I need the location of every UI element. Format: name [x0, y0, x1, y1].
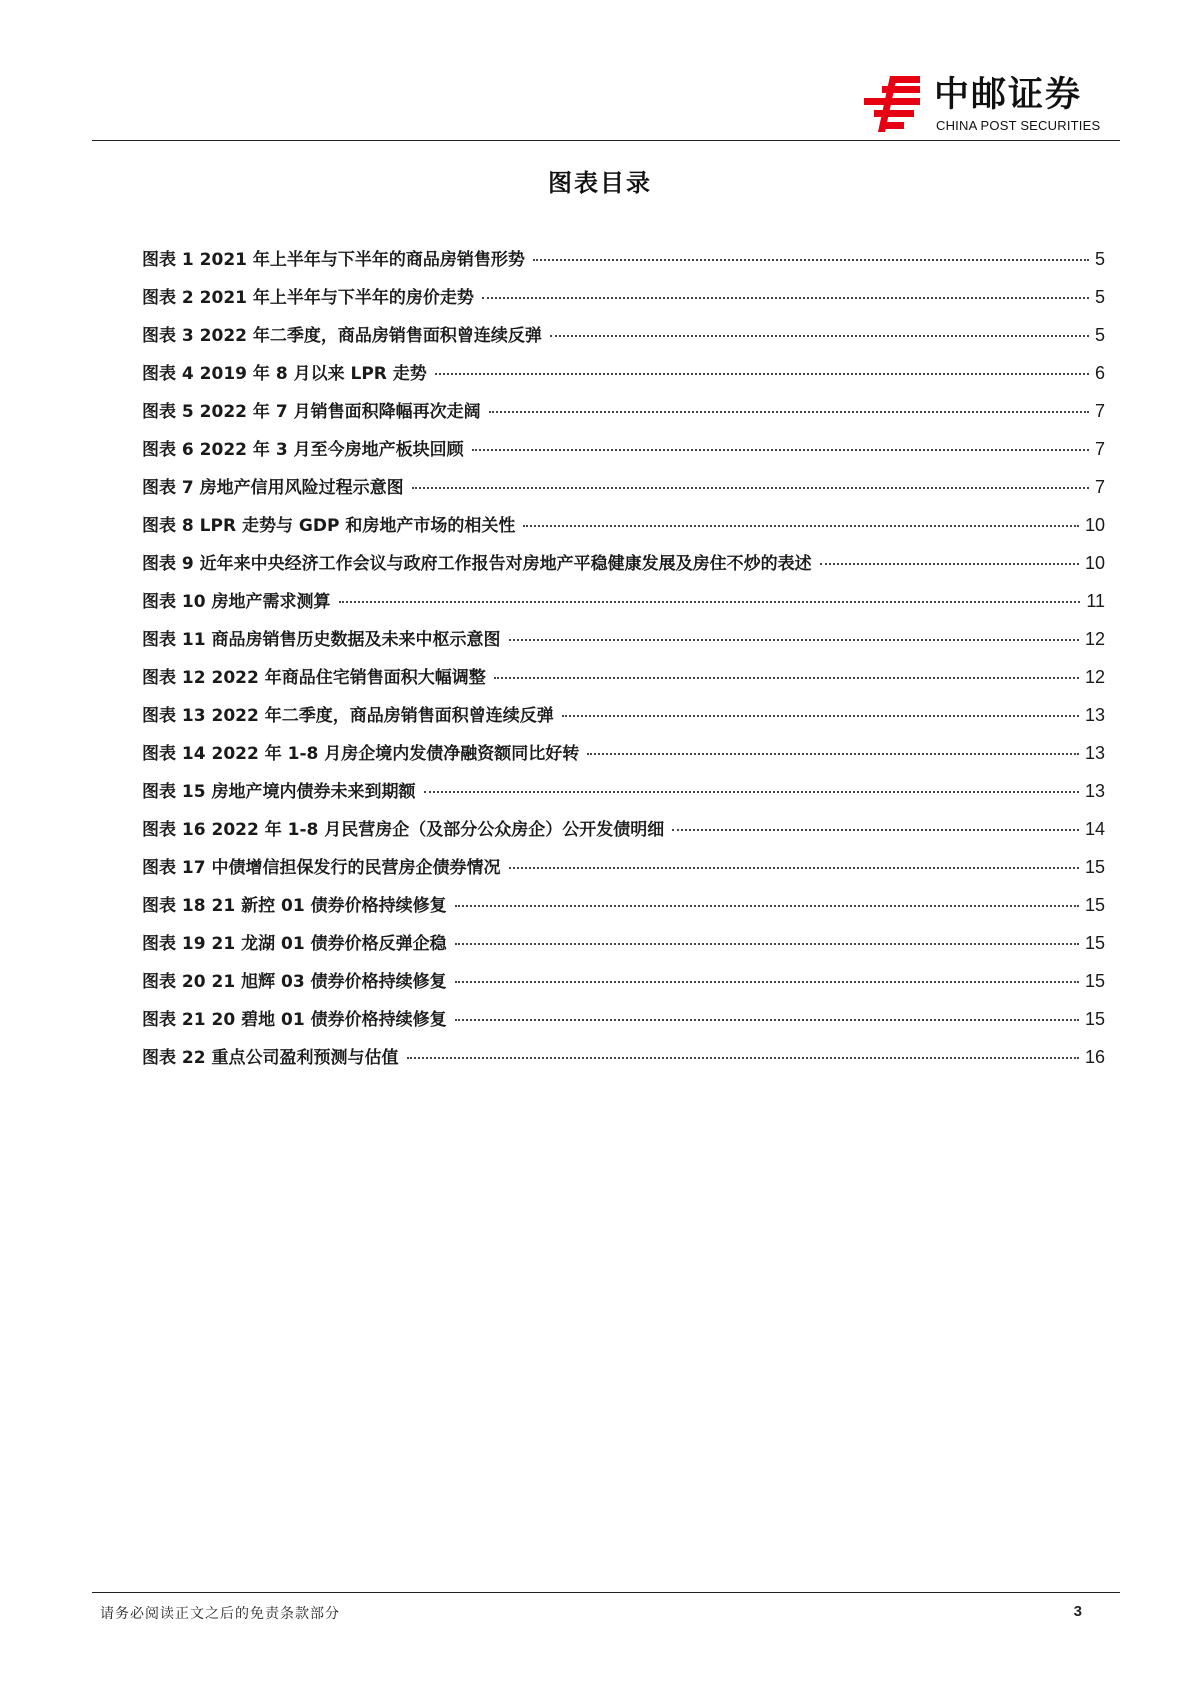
- toc-entry-label[interactable]: 图表 13 2022 年二季度，商品房销售面积曾连续反弹: [142, 706, 554, 726]
- toc-dot-leader: [455, 943, 1079, 945]
- toc-entry[interactable]: [142, 360, 1105, 398]
- toc-dot-leader: [407, 1057, 1079, 1059]
- toc-entry-label[interactable]: 图表 3 2022 年二季度，商品房销售面积曾连续反弹: [142, 326, 542, 346]
- toc-entry-page[interactable]: 16: [1084, 1047, 1105, 1067]
- toc-entry-label[interactable]: 图表 21 20 碧地 01 债券价格持续修复: [142, 1010, 447, 1030]
- toc-entry[interactable]: [142, 398, 1105, 436]
- toc-entry[interactable]: [142, 968, 1105, 1006]
- toc-entry-page[interactable]: 10: [1084, 515, 1105, 535]
- toc-entry-page[interactable]: 12: [1084, 667, 1105, 687]
- toc-dot-leader: [523, 525, 1079, 527]
- toc-entry-page[interactable]: 12: [1084, 629, 1105, 649]
- page-title: 图表目录: [548, 168, 652, 197]
- company-logo: [860, 74, 1120, 134]
- logo-chinese-name: 中邮证券: [934, 75, 1083, 115]
- toc-entry-label[interactable]: 图表 5 2022 年 7 月销售面积降幅再次走阔: [142, 402, 481, 422]
- toc-dot-leader: [494, 677, 1079, 679]
- toc-entry[interactable]: [142, 1006, 1105, 1044]
- toc-dot-leader: [489, 411, 1089, 413]
- toc-dot-leader: [672, 829, 1079, 831]
- toc-entry-page[interactable]: 15: [1084, 1009, 1105, 1029]
- page-number: 3: [1073, 1603, 1082, 1620]
- toc-entry-page[interactable]: 14: [1084, 819, 1105, 839]
- toc-entry-page[interactable]: 13: [1084, 705, 1105, 725]
- toc-entry[interactable]: [142, 854, 1105, 892]
- toc-entry[interactable]: [142, 322, 1105, 360]
- toc-entry-label[interactable]: 图表 19 21 龙湖 01 债券价格反弹企稳: [142, 934, 447, 954]
- toc-dot-leader: [550, 335, 1089, 337]
- toc-entry-page[interactable]: 5: [1094, 325, 1105, 345]
- toc-dot-leader: [455, 981, 1079, 983]
- footer-disclaimer: 请务必阅读正文之后的免责条款部分: [100, 1606, 340, 1622]
- toc-entry-label[interactable]: 图表 6 2022 年 3 月至今房地产板块回顾: [142, 440, 464, 460]
- toc-entry-label[interactable]: 图表 8 LPR 走势与 GDP 和房地产市场的相关性: [142, 516, 516, 536]
- toc-entry-page[interactable]: 13: [1084, 781, 1105, 801]
- toc-entry-label[interactable]: 图表 10 房地产需求测算: [142, 592, 331, 612]
- toc-entry-label[interactable]: 图表 7 房地产信用风险过程示意图: [142, 478, 404, 498]
- toc-dot-leader: [587, 753, 1079, 755]
- toc-entry-page[interactable]: 10: [1084, 553, 1105, 573]
- toc-entry-label[interactable]: 图表 11 商品房销售历史数据及未来中枢示意图: [142, 630, 501, 650]
- toc-entry-label[interactable]: 图表 2 2021 年上半年与下半年的房价走势: [142, 288, 474, 308]
- toc-dot-leader: [339, 601, 1081, 603]
- toc-entry-page[interactable]: 7: [1094, 439, 1105, 459]
- toc-entry-page[interactable]: 7: [1094, 401, 1105, 421]
- toc-dot-leader: [472, 449, 1089, 451]
- toc-entry-label[interactable]: 图表 12 2022 年商品住宅销售面积大幅调整: [142, 668, 486, 688]
- toc-entry-page[interactable]: 15: [1084, 933, 1105, 953]
- footer-divider: [92, 1592, 1120, 1593]
- toc-dot-leader: [820, 563, 1079, 565]
- logo-english-name: CHINA POST SECURITIES: [936, 118, 1101, 133]
- toc-dot-leader: [533, 259, 1089, 261]
- toc-entry[interactable]: [142, 588, 1105, 626]
- toc-entry[interactable]: [142, 892, 1105, 930]
- toc-entry[interactable]: [142, 1044, 1105, 1082]
- toc-entry[interactable]: [142, 626, 1105, 664]
- toc-entry[interactable]: [142, 816, 1105, 854]
- toc-entry[interactable]: [142, 550, 1105, 588]
- toc-entry[interactable]: [142, 436, 1105, 474]
- toc-entry-page[interactable]: 7: [1094, 477, 1105, 497]
- toc-dot-leader: [412, 487, 1089, 489]
- toc-entry-label[interactable]: 图表 16 2022 年 1-8 月民营房企（及部分公众房企）公开发债明细: [142, 820, 665, 840]
- toc-dot-leader: [509, 639, 1079, 641]
- toc-entry-page[interactable]: 15: [1084, 971, 1105, 991]
- toc-entry-page[interactable]: 6: [1094, 363, 1105, 383]
- toc-entry-page[interactable]: 5: [1094, 249, 1105, 269]
- toc-dot-leader: [562, 715, 1079, 717]
- toc-entry-page[interactable]: 15: [1084, 857, 1105, 877]
- china-post-logo-icon: [860, 74, 924, 134]
- toc-dot-leader: [424, 791, 1079, 793]
- toc-entry-label[interactable]: 图表 22 重点公司盈利预测与估值: [142, 1048, 399, 1068]
- toc-entry-label[interactable]: 图表 15 房地产境内债券未来到期额: [142, 782, 416, 802]
- toc-dot-leader: [455, 905, 1079, 907]
- toc-entry-label[interactable]: 图表 4 2019 年 8 月以来 LPR 走势: [142, 364, 427, 384]
- table-of-figures: [142, 246, 1105, 1082]
- toc-entry[interactable]: [142, 664, 1105, 702]
- page-header: [92, 60, 1120, 140]
- header-divider: [92, 140, 1120, 141]
- toc-dot-leader: [509, 867, 1079, 869]
- toc-entry[interactable]: [142, 930, 1105, 968]
- toc-entry[interactable]: [142, 246, 1105, 284]
- toc-entry-page[interactable]: 5: [1094, 287, 1105, 307]
- toc-entry[interactable]: [142, 284, 1105, 322]
- toc-entry[interactable]: [142, 512, 1105, 550]
- toc-entry[interactable]: [142, 474, 1105, 512]
- toc-entry-label[interactable]: 图表 1 2021 年上半年与下半年的商品房销售形势: [142, 250, 525, 270]
- toc-entry-page[interactable]: 11: [1086, 591, 1105, 611]
- toc-entry[interactable]: [142, 740, 1105, 778]
- toc-entry-label[interactable]: 图表 18 21 新控 01 债券价格持续修复: [142, 896, 447, 916]
- toc-entry-label[interactable]: 图表 17 中债增信担保发行的民营房企债券情况: [142, 858, 501, 878]
- toc-dot-leader: [482, 297, 1089, 299]
- toc-entry-label[interactable]: 图表 9 近年来中央经济工作会议与政府工作报告对房地产平稳健康发展及房住不炒的表述: [142, 554, 812, 574]
- toc-dot-leader: [435, 373, 1089, 375]
- toc-dot-leader: [455, 1019, 1079, 1021]
- toc-entry-label[interactable]: 图表 14 2022 年 1-8 月房企境内发债净融资额同比好转: [142, 744, 580, 764]
- toc-entry-page[interactable]: 13: [1084, 743, 1105, 763]
- toc-entry-label[interactable]: 图表 20 21 旭辉 03 债券价格持续修复: [142, 972, 447, 992]
- toc-entry-page[interactable]: 15: [1084, 895, 1105, 915]
- toc-entry[interactable]: [142, 778, 1105, 816]
- toc-entry[interactable]: [142, 702, 1105, 740]
